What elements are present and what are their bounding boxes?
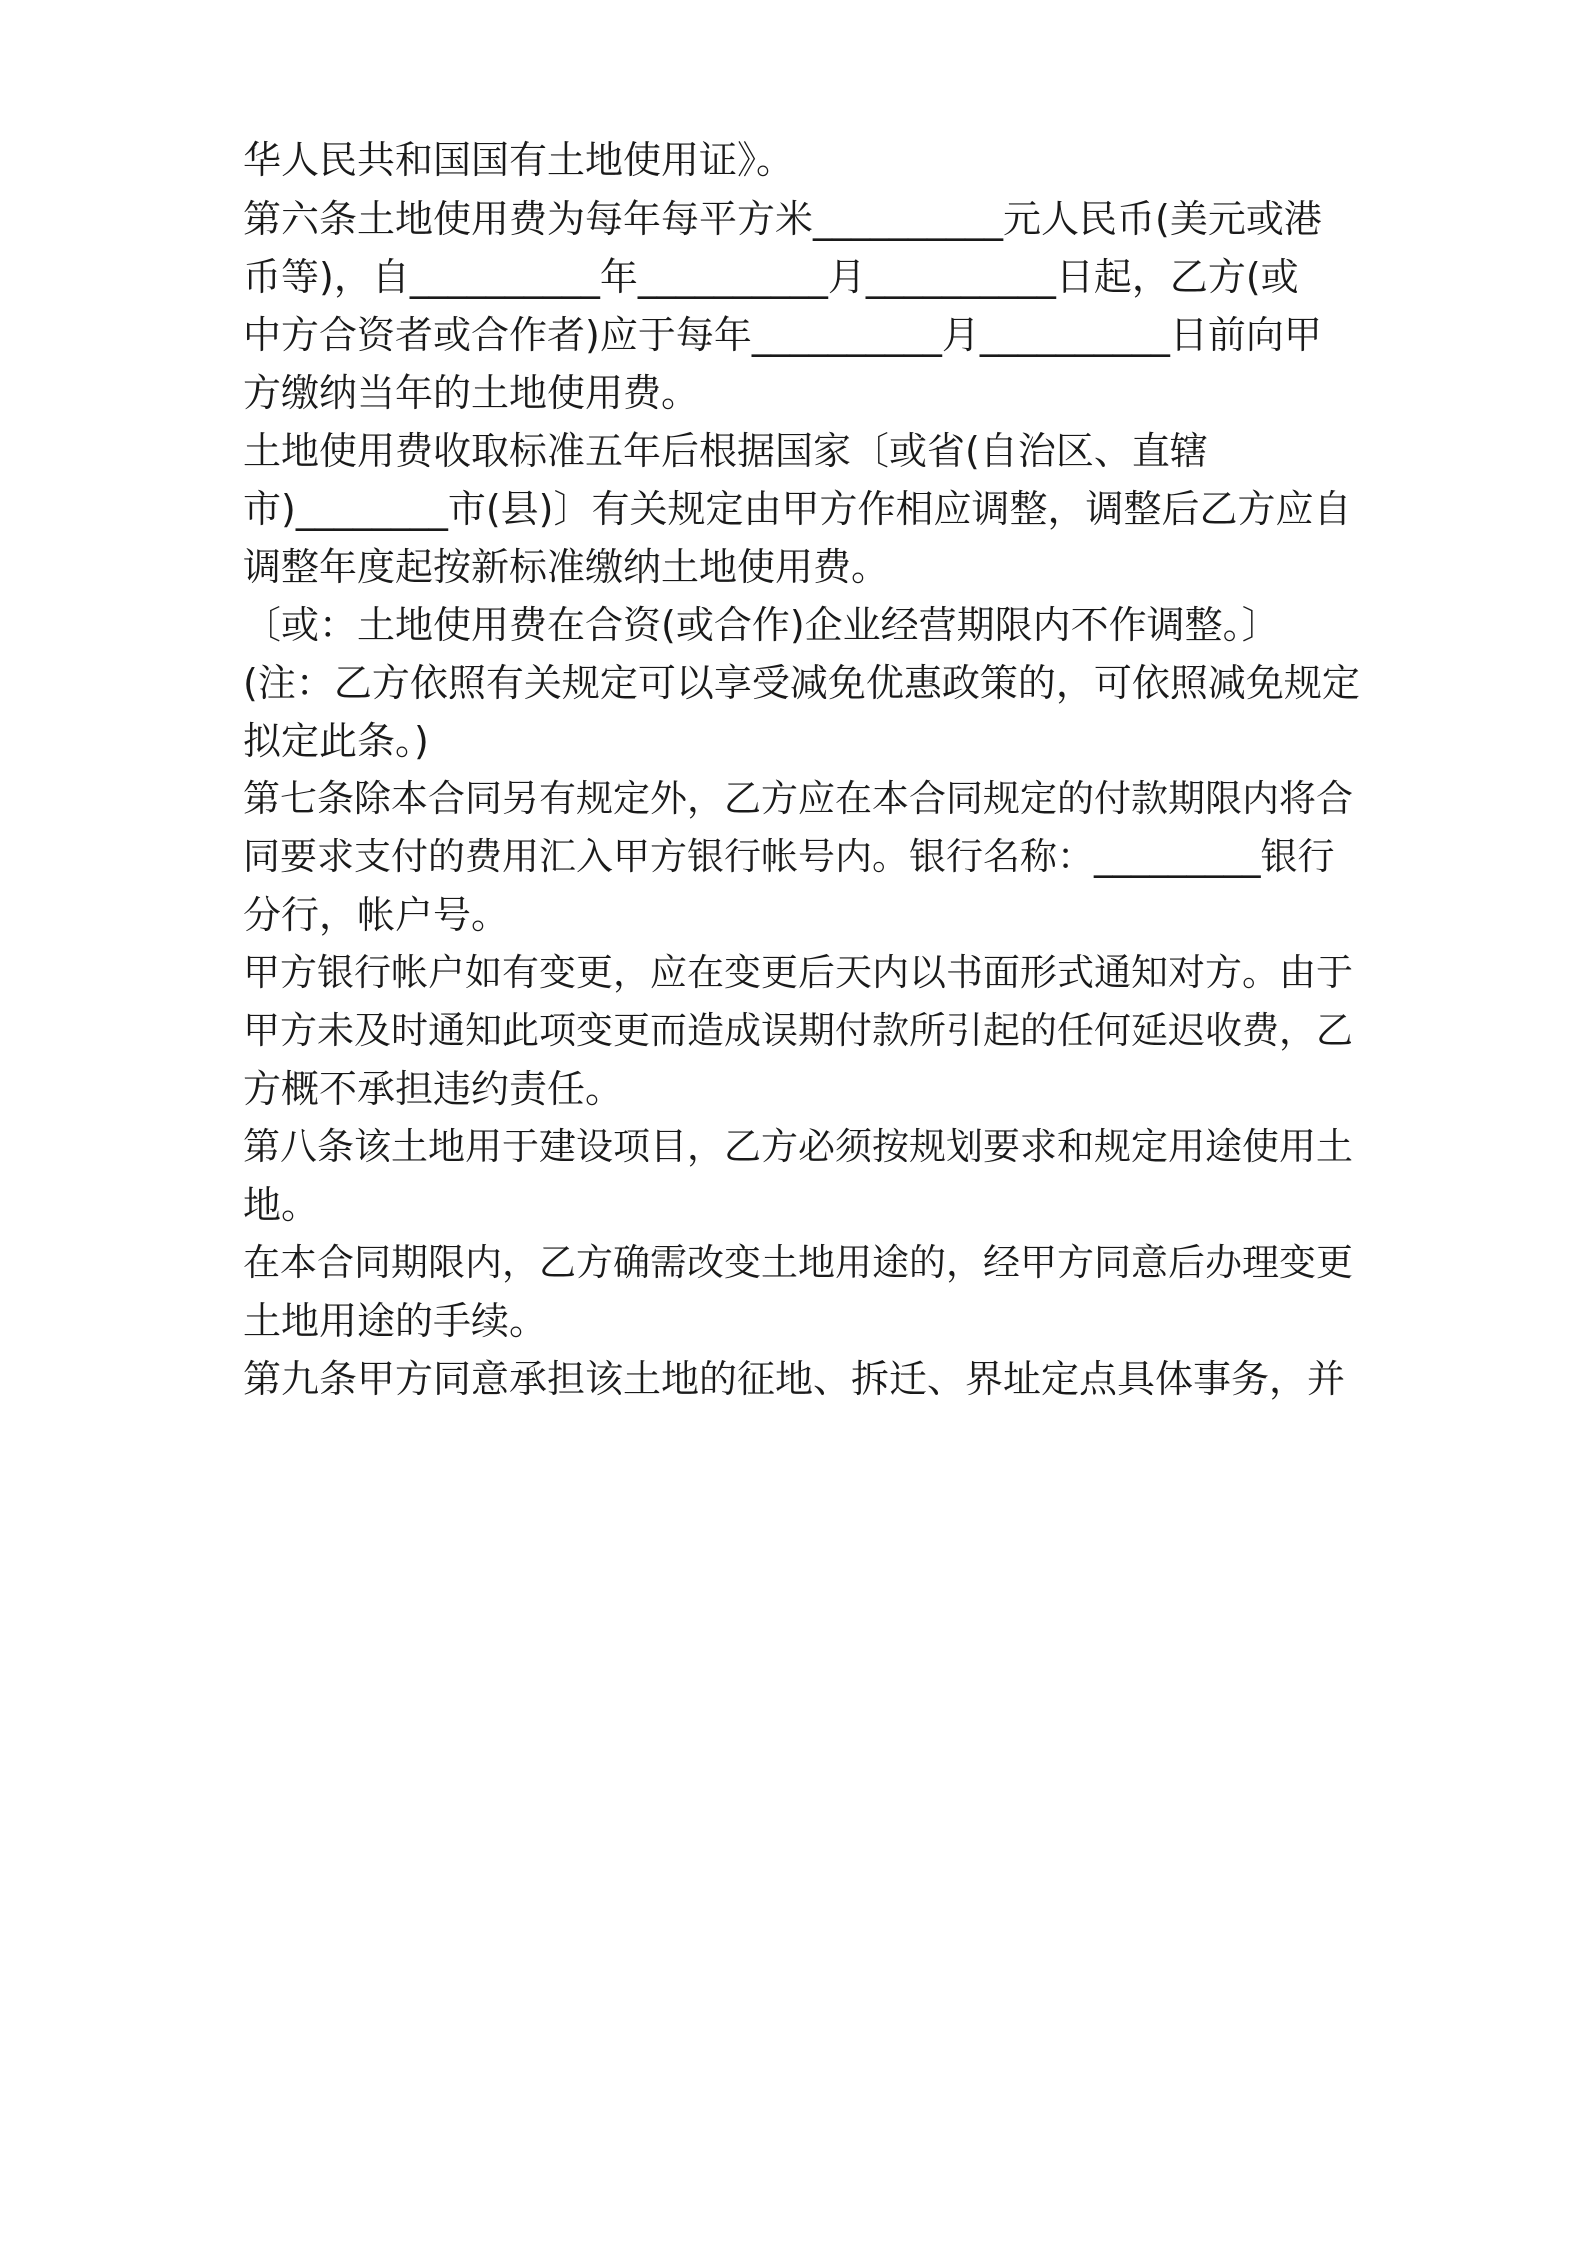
text-line: 分行，帐户号。 bbox=[243, 893, 510, 937]
text-line: 土地使用费收取标准五年后根据国家〔或省(自治区、直辖 bbox=[243, 429, 1208, 473]
text-line: 币等)，自__________年__________月__________日起，乙方(或 bbox=[243, 255, 1299, 299]
text-line: 华人民共和国国有土地使用证》。 bbox=[243, 138, 795, 182]
text-line: 第八条该土地用于建设项目，乙方必须按规划要求和规定用途使用土 bbox=[243, 1125, 1353, 1168]
text-line: 拟定此条。) bbox=[243, 719, 429, 763]
text-line: 甲方未及时通知此项变更而造成误期付款所引起的任何延迟收费，乙 bbox=[243, 1009, 1353, 1052]
text-line: 〔或：土地使用费在合资(或合作)企业经营期限内不作调整。〕 bbox=[243, 603, 1280, 647]
text-line: 甲方银行帐户如有变更，应在变更后天内以书面形式通知对方。由于 bbox=[243, 951, 1353, 994]
text-line: (注：乙方依照有关规定可以享受减免优惠政策的，可依照减免规定 bbox=[243, 661, 1360, 705]
text-line: 方概不承担违约责任。 bbox=[243, 1067, 624, 1111]
text-line: 方缴纳当年的土地使用费。 bbox=[243, 371, 700, 415]
text-line: 调整年度起按新标准缴纳土地使用费。 bbox=[243, 545, 890, 589]
text-line: 同要求支付的费用汇入甲方银行帐号内。银行名称：_________银行 bbox=[243, 835, 1335, 878]
text-line: 在本合同期限内，乙方确需改变土地用途的，经甲方同意后办理变更 bbox=[243, 1241, 1353, 1284]
text-line: 土地用途的手续。 bbox=[243, 1299, 548, 1343]
text-line: 第九条甲方同意承担该土地的征地、拆迁、界址定点具体事务，并 bbox=[243, 1357, 1346, 1401]
text-line: 地。 bbox=[243, 1183, 320, 1227]
text-line: 中方合资者或合作者)应于每年__________月__________日前向甲 bbox=[243, 313, 1322, 357]
text-line: 第六条土地使用费为每年每平方米__________元人民币(美元或港 bbox=[243, 197, 1322, 241]
text-line: 第七条除本合同另有规定外，乙方应在本合同规定的付款期限内将合 bbox=[243, 777, 1353, 820]
text-line: 市)________市(县)〕有关规定由甲方作相应调整，调整后乙方应自 bbox=[243, 487, 1352, 531]
